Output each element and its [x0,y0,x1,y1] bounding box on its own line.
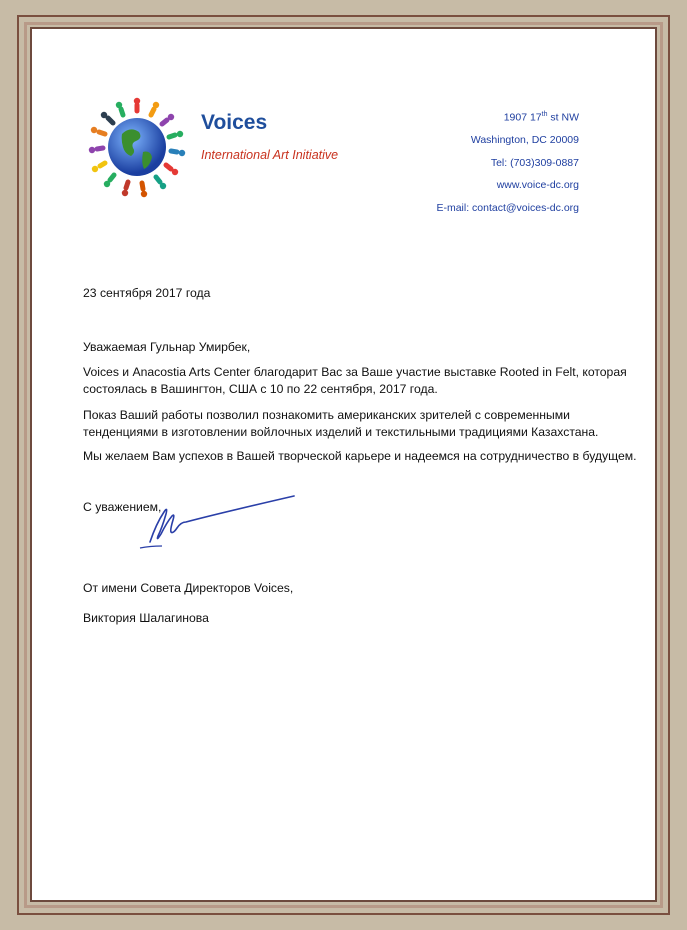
contact-email: E-mail: contact@voices-dc.org [436,201,579,214]
letter-closing: С уважением, [83,500,162,514]
letter-signer: Виктория Шалагинова [83,611,209,625]
globe-logo-icon [85,95,190,200]
letter-date: 23 сентября 2017 года [83,286,211,300]
letter-paragraph-1: Voices и Anacostia Arts Center благодарит Вас за Ваше участие выставке Rooted in Felt, которая состоялась в Вашингтон, США с 10 по 22 сентября, 2017 года. [83,365,627,396]
contact-phone: Tel: (703)309-0887 [490,156,579,169]
letter-greeting: Уважаемая Гульнар Умирбек, [83,340,251,354]
contact-street: 1907 17th st NW [503,111,579,124]
brand-subtitle: International Art Initiative [201,148,339,162]
contact-city: Washington, DC 20009 [470,134,579,146]
contact-block [436,104,579,219]
letter-paragraph-2: Показ Ваший работы позволил познакомить американских зрителей с современными тенденциями в изготовлении войлочных изделий и текстильными традициями Казахстана. [83,408,599,439]
brand-name: Voices [201,111,268,134]
letter-behalf: От имени Совета Директоров Voices, [83,581,294,595]
contact-website: www.voice-dc.org [496,179,579,191]
signature-icon [128,490,298,560]
letter-paragraph-3: Мы желаем Вам успехов в Вашей творческой карьере и надеемся на сотрудничество в будущем. [83,449,637,463]
